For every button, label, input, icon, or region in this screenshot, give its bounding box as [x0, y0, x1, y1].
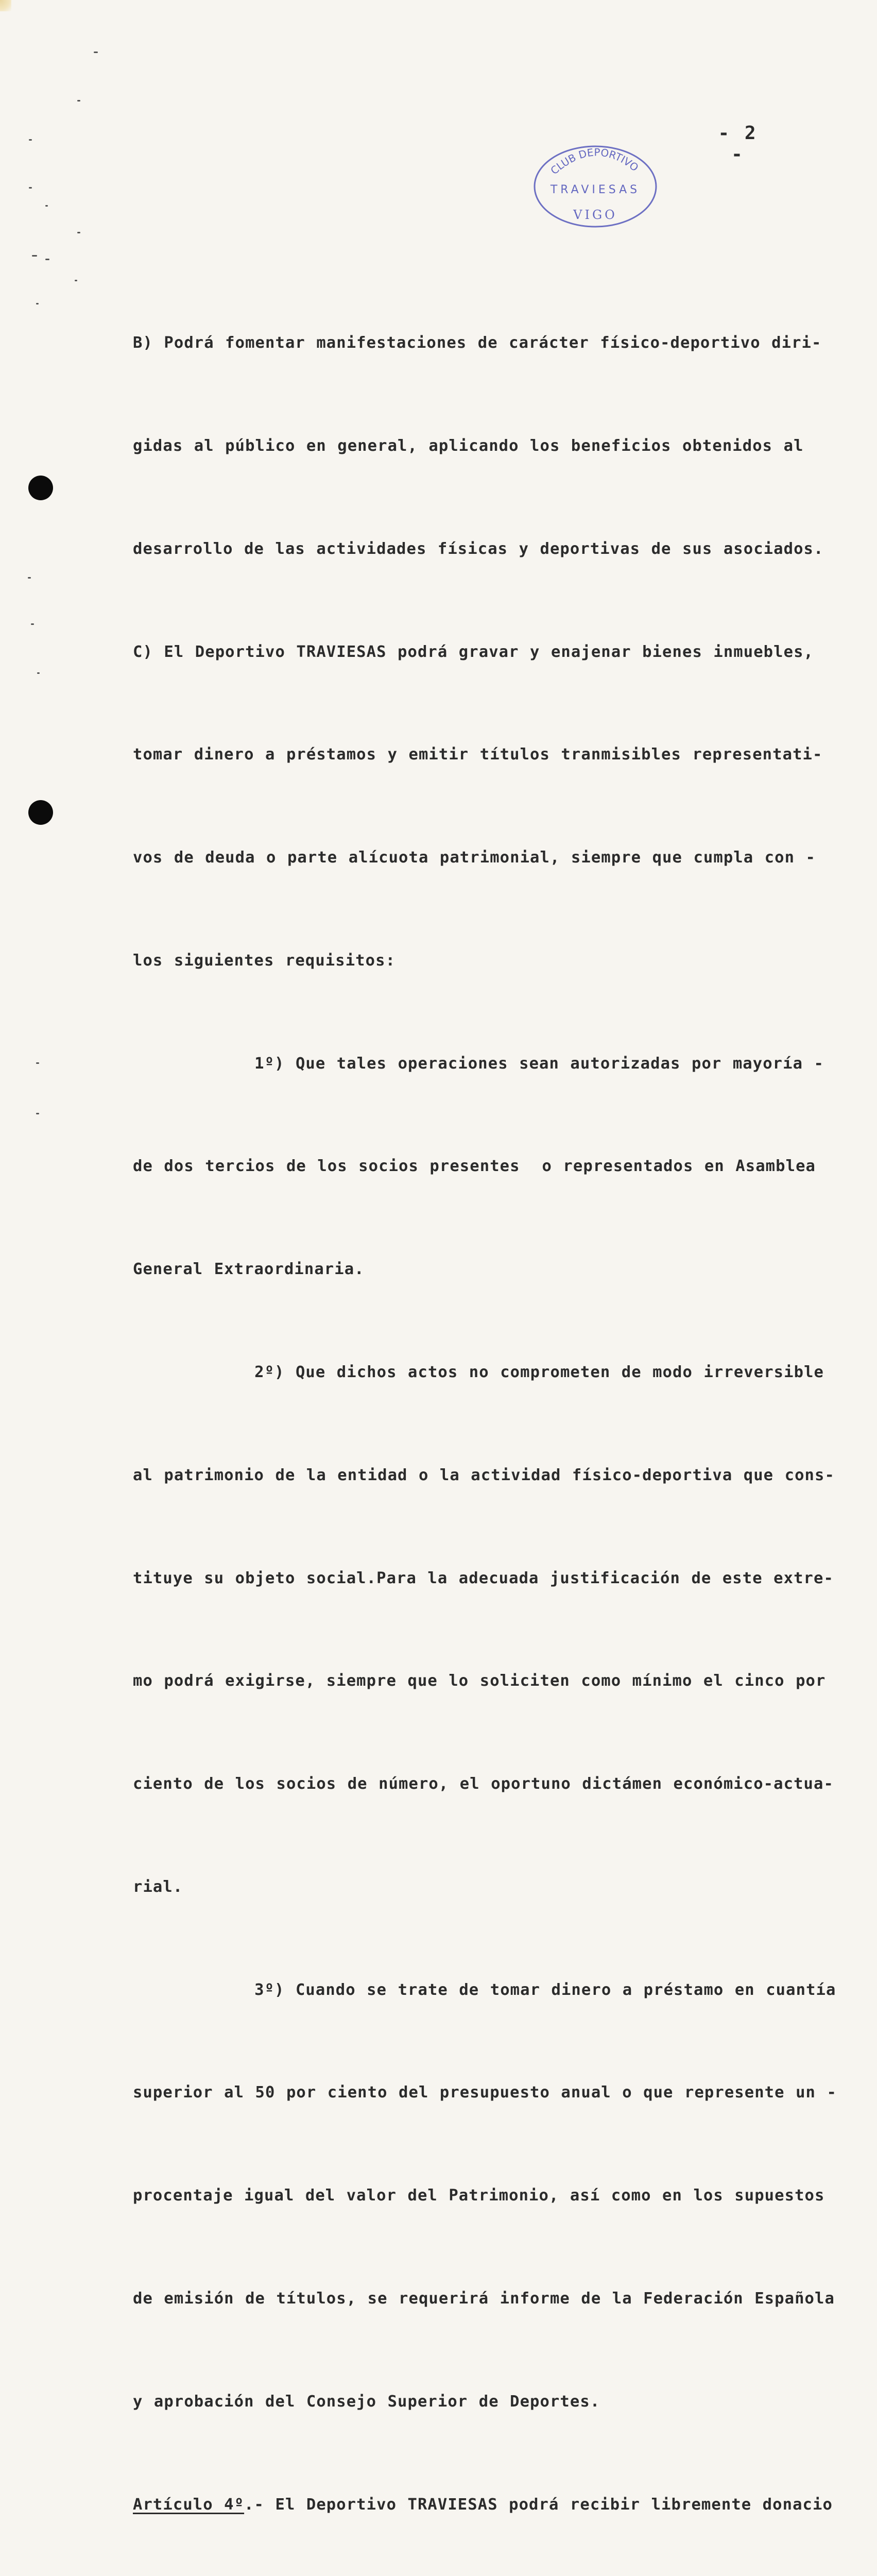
text-line: y aprobación del Consejo Superior de Deportes.: [133, 2392, 600, 2411]
margin-speck: [37, 672, 40, 674]
stamp-middle-text: TRAVIESAS: [550, 183, 641, 196]
article-4-heading: Artículo 4º: [133, 2495, 245, 2514]
text-line: de emisión de títulos, se requerirá informe de la Federación Española: [133, 2290, 835, 2308]
margin-speck: [45, 205, 48, 207]
margin-speck: [29, 139, 32, 141]
margin-speck: [28, 577, 31, 579]
page-number: - 2 -: [718, 123, 758, 165]
margin-speck: [77, 232, 80, 233]
text-line: procentaje igual del valor del Patrimonio, así como en los supuestos: [133, 2187, 825, 2205]
svg-text:CLUB DEPORTIVO: [548, 146, 641, 177]
text-line: desarrollo de las actividades físicas y deportivas de sus asociados.: [133, 539, 824, 558]
stamp-bottom-text: VIGO: [573, 208, 617, 222]
margin-speck: [75, 280, 77, 281]
text-line: 2º) Que dichos actos no comprometen de modo irreversible: [133, 1363, 824, 1381]
margin-speck: [36, 303, 39, 304]
document-body: [133, 258, 854, 2576]
margin-speck: [36, 1113, 39, 1114]
margin-speck: [36, 1062, 39, 1064]
text-line: 1º) Que tales operaciones sean autorizadas por mayoría -: [133, 1054, 824, 1073]
margin-speck: [29, 187, 32, 189]
text-line: al patrimonio de la entidad o la actividad físico-deportiva que cons-: [133, 1466, 835, 1484]
text-line: B) Podrá fomentar manifestaciones de carácter físico-deportivo diri-: [133, 334, 822, 352]
text-line: 3º) Cuando se trate de tomar dinero a préstamo en cuantía: [133, 1980, 836, 1999]
text-line: General Extraordinaria.: [133, 1260, 365, 1279]
text-line: tituye su objeto social.Para la adecuada justificación de este extre-: [133, 1569, 834, 1587]
text-line: vos de deuda o parte alícuota patrimonial, siempre que cumpla con -: [133, 849, 816, 867]
margin-speck: [31, 623, 34, 625]
stamp-top-text: CLUB DEPORTIVO: [548, 146, 641, 177]
text-line: tomar dinero a préstamos y emitir títulos tranmisibles representati-: [133, 745, 823, 764]
text-line: de dos tercios de los socios presentes o representados en Asamblea: [133, 1157, 816, 1176]
text-line: ciento de los socios de número, el oportuno dictámen económico-actua-: [133, 1775, 834, 1793]
margin-speck: [32, 255, 37, 257]
margin-speck: [77, 100, 80, 101]
article-4-text: .- El Deportivo TRAVIESAS podrá recibir libremente donacio: [244, 2495, 833, 2514]
article-4-line: [133, 2488, 854, 2522]
text-line: C) El Deportivo TRAVIESAS podrá gravar y enajenar bienes inmuebles,: [133, 642, 814, 661]
text-line: superior al 50 por ciento del presupuesto anual o que represente un -: [133, 2083, 837, 2102]
punch-hole-bottom: [28, 800, 53, 825]
margin-speck: [45, 259, 49, 260]
text-line: los siguientes requisitos:: [133, 951, 396, 970]
margin-speck: [94, 52, 98, 53]
text-line: gidas al público en general, aplicando los beneficios obtenidos al: [133, 436, 804, 455]
club-stamp: [529, 139, 663, 234]
text-line: mo podrá exigirse, siempre que lo soliciten como mínimo el cinco por: [133, 1672, 826, 1690]
text-line: rial.: [133, 1877, 183, 1896]
paper-stain: [0, 0, 11, 11]
punch-hole-top: [28, 476, 53, 500]
